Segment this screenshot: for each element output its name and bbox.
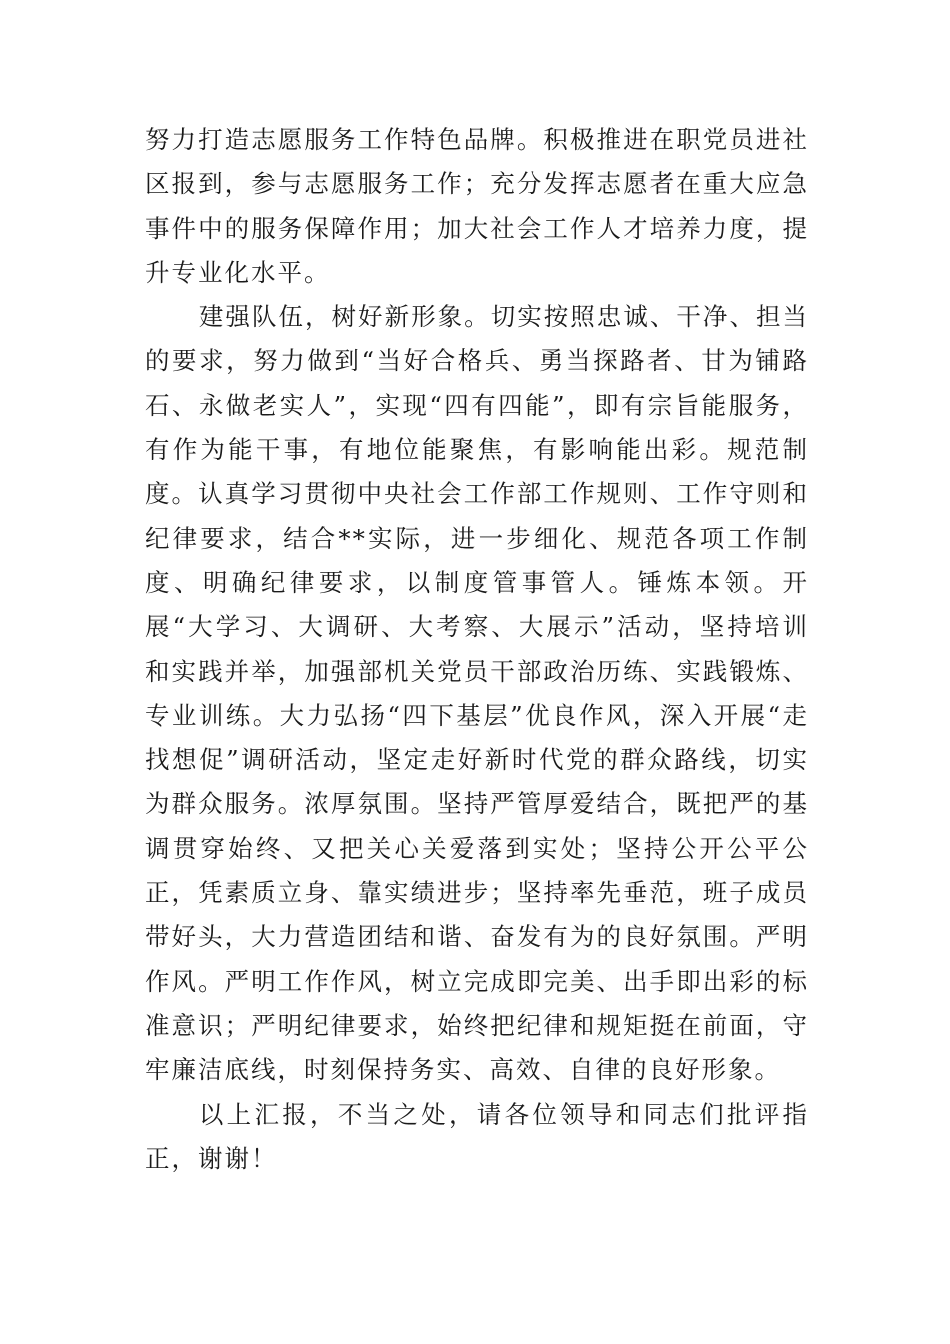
paragraph-continuation: 努力打造志愿服务工作特色品牌。积极推进在职党员进社区报到，参与志愿服务工作；充分发挥志愿者在重大应急事件中的服务保障作用；加大社会工作人才培养力度，提升专业化水平。 (145, 125, 809, 287)
paragraph-closing: 以上汇报，不当之处，请各位领导和同志们批评指正，谢谢！ (145, 1099, 809, 1173)
document-body (145, 118, 809, 1181)
paragraph-build-team: 建强队伍，树好新形象。切实按照忠诚、干净、担当的要求，努力做到“当好合格兵、勇当探路者、甘为铺路石、永做老实人”，实现“四有四能”，即有宗旨能服务，有作为能干事，有地位能聚焦，有影响能出彩。规范制度。认真学习贯彻中央社会工作部工作规则、工作守则和纪律要求，结合**实际，进一步细化、规范各项工作制度、明确纪律要求，以制度管事管人。锤炼本领。开展“大学习、大调研、大考察、大展示”活动，坚持培训和实践并举，加强部机关党员干部政治历练、实践锻炼、专业训练。大力弘扬“四下基层”优良作风，深入开展“走找想促”调研活动，坚定走好新时代党的群众路线，切实为群众服务。浓厚氛围。坚持严管厚爱结合，既把严的基调贯穿始终、又把关心关爱落到实处；坚持公开公平公正，凭素质立身、靠实绩进步；坚持率先垂范，班子成员带好头，大力营造团结和谐、奋发有为的良好氛围。严明作风。严明工作作风，树立完成即完美、出手即出彩的标准意识；严明纪律要求，始终把纪律和规矩挺在前面，守牢廉洁底线，时刻保持务实、高效、自律的良好形象。 (145, 302, 809, 1085)
